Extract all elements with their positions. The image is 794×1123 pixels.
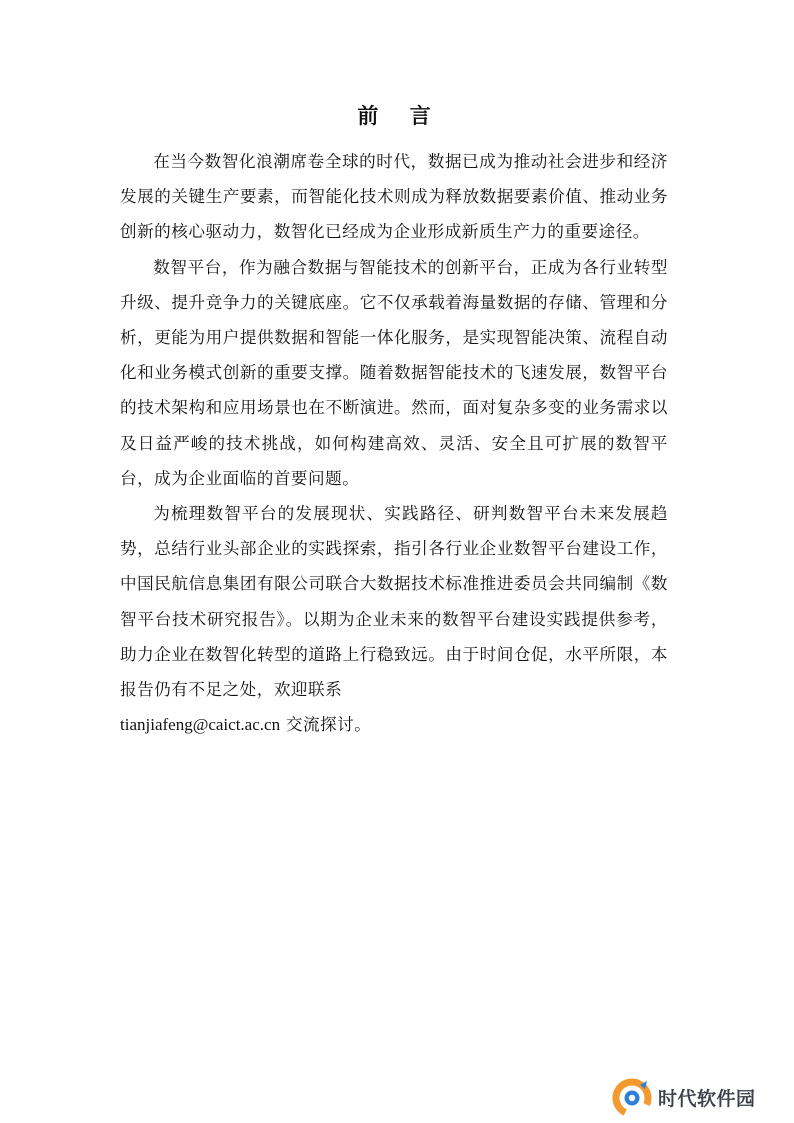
contact-line [120, 707, 668, 742]
contact-email[interactable]: tianjiafeng@caict.ac.cn [120, 715, 281, 735]
watermark [612, 1075, 756, 1119]
contact-suffix: 交流探讨。 [280, 715, 372, 735]
paragraph-1: 在当今数智化浪潮席卷全球的时代，数据已成为推动社会进步和经济发展的关键生产要素，而智能化技术则成为释放数据要素价值、推动业务创新的核心驱动力，数智化已经成为企业形成新质生产力的重要途径。 [120, 152, 668, 242]
page-title: 前 言 [357, 104, 443, 128]
document-body [120, 144, 668, 742]
paragraph-3: 为梳理数智平台的发展现状、实践路径、研判数智平台未来发展趋势，总结行业头部企业的实践探索，指引各行业企业数智平台建设工作，中国民航信息集团有限公司联合大数据技术标准推进委员会共同编制《数智平台技术研究报告》。以期为企业未来的数智平台建设实践提供参考，助力企业在数智化转型的道路上行稳致远。由于时间仓促，水平所限，本报告仍有不足之处，欢迎联系 [120, 504, 668, 700]
time-software-park-logo-icon [612, 1077, 652, 1117]
watermark-text: 时代软件园 [658, 1087, 756, 1110]
paragraph-2: 数智平台，作为融合数据与智能技术的创新平台，正成为各行业转型升级、提升竞争力的关键底座。它不仅承载着海量数据的存储、管理和分析，更能为用户提供数据和智能一体化服务，是实现智能决策、流程自动化和业务模式创新的重要支撑。随着数据智能技术的飞速发展，数智平台的技术架构和应用场景也在不断演进。然而，面对复杂多变的业务需求以及日益严峻的技术挑战，如何构建高效、灵活、安全且可扩展的数智平台，成为企业面临的首要问题。 [120, 257, 668, 488]
